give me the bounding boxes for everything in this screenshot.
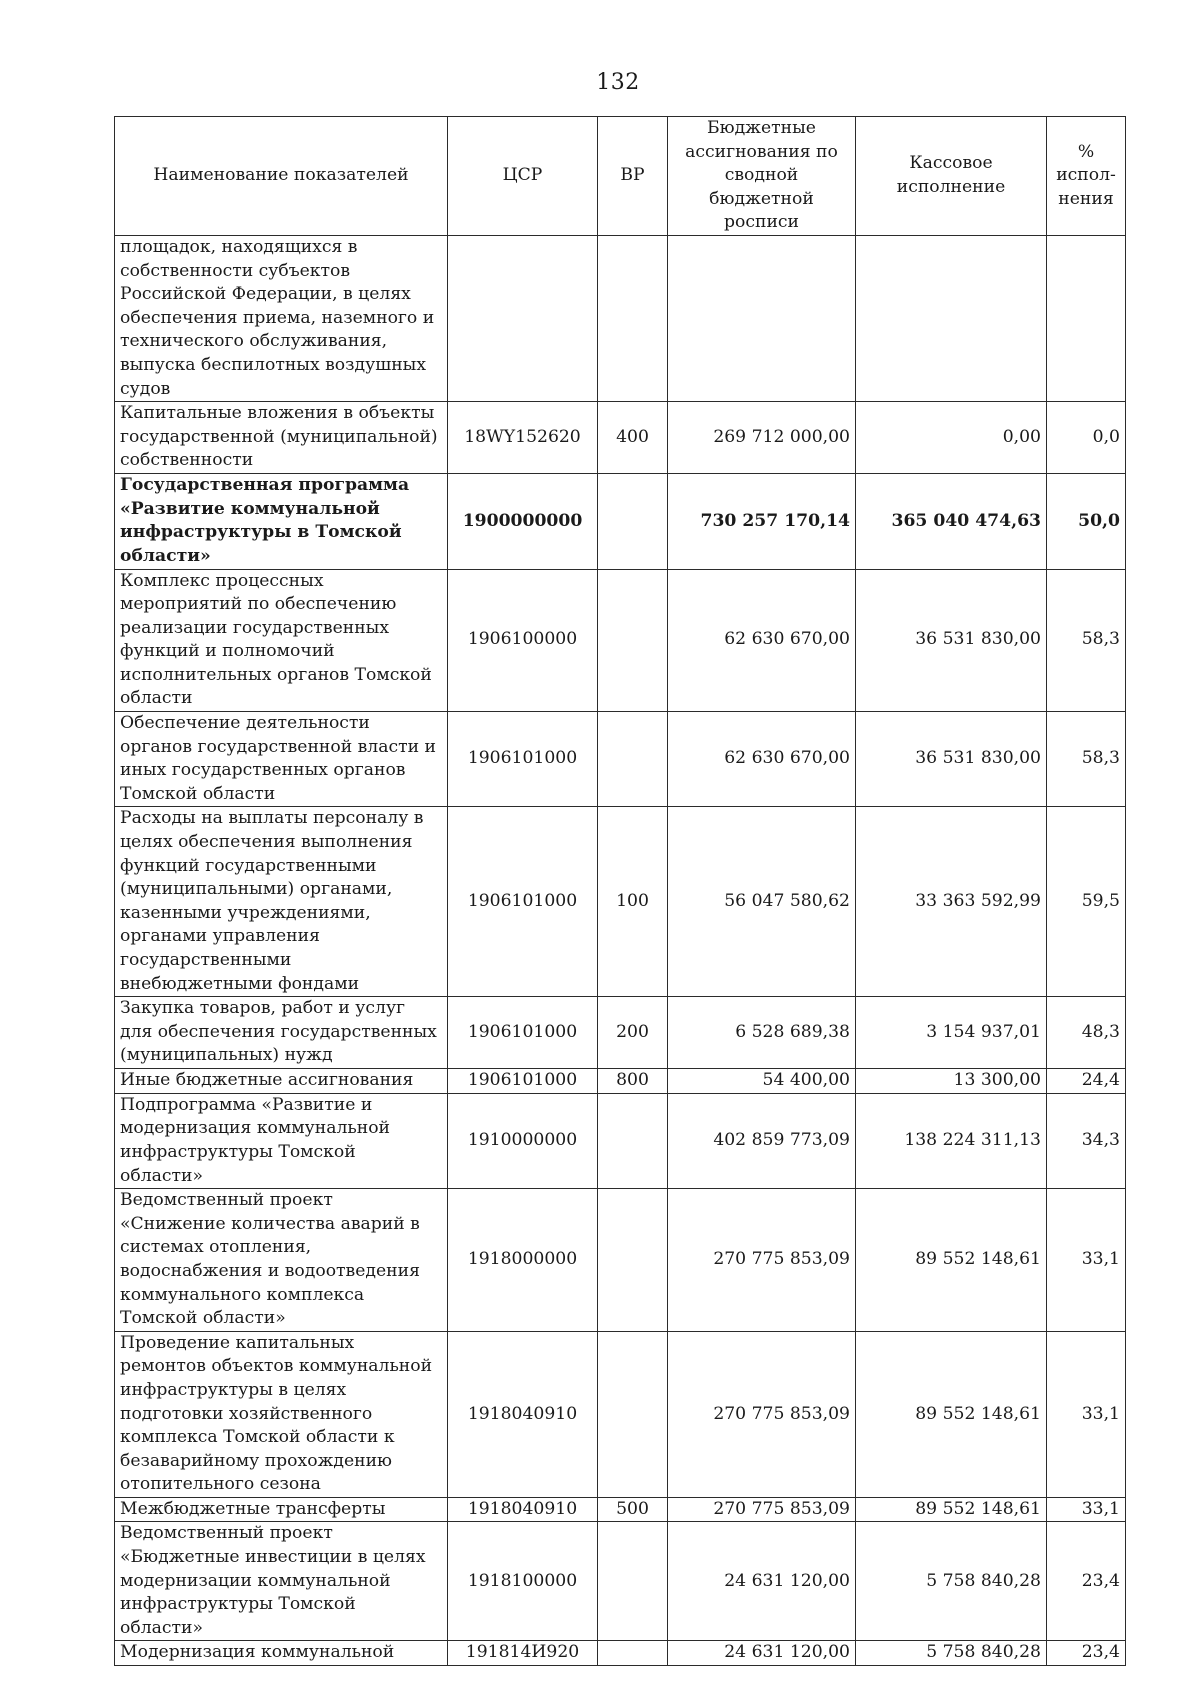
row-percent-cell: 23,4 — [1047, 1522, 1126, 1641]
row-percent-cell: 33,1 — [1047, 1189, 1126, 1332]
row-percent-cell: 24,4 — [1047, 1069, 1126, 1094]
table-row — [115, 474, 1126, 569]
row-cash-cell: 3 154 937,01 — [856, 997, 1047, 1069]
row-vr-cell: 500 — [598, 1497, 668, 1522]
row-percent-cell: 58,3 — [1047, 712, 1126, 807]
header-vr: ВР — [598, 117, 668, 236]
row-vr-cell — [598, 1522, 668, 1641]
table-row — [115, 1497, 1126, 1522]
row-csr-cell: 18WY152620 — [448, 402, 598, 474]
row-budget-cell — [668, 235, 856, 401]
row-percent-cell: 33,1 — [1047, 1331, 1126, 1497]
row-cash-cell: 0,00 — [856, 402, 1047, 474]
row-name-cell: Модернизация коммунальной — [115, 1641, 448, 1666]
row-csr-cell: 1906101000 — [448, 1069, 598, 1094]
row-csr-cell: 1910000000 — [448, 1093, 598, 1188]
row-csr-cell: 1906100000 — [448, 569, 598, 712]
table-row — [115, 712, 1126, 807]
row-percent-cell: 33,1 — [1047, 1497, 1126, 1522]
row-csr-cell: 1918040910 — [448, 1497, 598, 1522]
header-budget: Бюджетные ассигнования по сводной бюджетной росписи — [668, 117, 856, 236]
row-percent-cell: 58,3 — [1047, 569, 1126, 712]
budget-table — [114, 116, 1126, 1666]
table-row — [115, 997, 1126, 1069]
row-name-cell: Подпрограмма «Развитие и модернизация коммунальной инфраструктуры Томской области» — [115, 1093, 448, 1188]
row-name-cell: Обеспечение деятельности органов государственной власти и иных государственных органов Томской области — [115, 712, 448, 807]
row-percent-cell: 48,3 — [1047, 997, 1126, 1069]
row-name-cell: Капитальные вложения в объекты государственной (муниципальной) собственности — [115, 402, 448, 474]
row-vr-cell: 800 — [598, 1069, 668, 1094]
row-cash-cell — [856, 235, 1047, 401]
row-budget-cell: 62 630 670,00 — [668, 712, 856, 807]
row-vr-cell — [598, 235, 668, 401]
table-body — [115, 235, 1126, 1665]
row-percent-cell: 23,4 — [1047, 1641, 1126, 1666]
row-vr-cell — [598, 569, 668, 712]
row-cash-cell: 36 531 830,00 — [856, 569, 1047, 712]
row-vr-cell: 100 — [598, 807, 668, 997]
row-csr-cell: 1918100000 — [448, 1522, 598, 1641]
row-percent-cell: 34,3 — [1047, 1093, 1126, 1188]
row-name-cell: Межбюджетные трансферты — [115, 1497, 448, 1522]
row-vr-cell — [598, 1641, 668, 1666]
row-budget-cell: 270 775 853,09 — [668, 1331, 856, 1497]
row-cash-cell: 5 758 840,28 — [856, 1522, 1047, 1641]
row-budget-cell: 56 047 580,62 — [668, 807, 856, 997]
row-cash-cell: 89 552 148,61 — [856, 1497, 1047, 1522]
row-vr-cell — [598, 712, 668, 807]
row-budget-cell: 270 775 853,09 — [668, 1497, 856, 1522]
row-csr-cell — [448, 235, 598, 401]
row-csr-cell: 1918040910 — [448, 1331, 598, 1497]
row-budget-cell: 730 257 170,14 — [668, 474, 856, 569]
row-budget-cell: 270 775 853,09 — [668, 1189, 856, 1332]
row-name-cell: Ведомственный проект «Снижение количества аварий в системах отопления, водоснабжения и водоотведения коммунального комплекса Томской области» — [115, 1189, 448, 1332]
table-row — [115, 1331, 1126, 1497]
row-csr-cell: 191814И920 — [448, 1641, 598, 1666]
row-cash-cell: 33 363 592,99 — [856, 807, 1047, 997]
table-row — [115, 402, 1126, 474]
header-name: Наименование показателей — [115, 117, 448, 236]
table-row — [115, 1189, 1126, 1332]
row-vr-cell: 200 — [598, 997, 668, 1069]
row-name-cell: Ведомственный проект «Бюджетные инвестиции в целях модернизации коммунальной инфраструктуры Томской области» — [115, 1522, 448, 1641]
row-budget-cell: 62 630 670,00 — [668, 569, 856, 712]
row-csr-cell: 1906101000 — [448, 712, 598, 807]
row-cash-cell: 89 552 148,61 — [856, 1189, 1047, 1332]
table-row — [115, 807, 1126, 997]
row-csr-cell: 1900000000 — [448, 474, 598, 569]
row-name-cell: Закупка товаров, работ и услуг для обеспечения государственных (муниципальных) нужд — [115, 997, 448, 1069]
row-budget-cell: 54 400,00 — [668, 1069, 856, 1094]
header-csr: ЦСР — [448, 117, 598, 236]
header-percent: % испол-нения — [1047, 117, 1126, 236]
row-cash-cell: 365 040 474,63 — [856, 474, 1047, 569]
row-percent-cell: 50,0 — [1047, 474, 1126, 569]
row-name-cell: площадок, находящихся в собственности субъектов Российской Федерации, в целях обеспечения приема, наземного и технического обслуживания, выпуска беспилотных воздушных судов — [115, 235, 448, 401]
row-cash-cell: 5 758 840,28 — [856, 1641, 1047, 1666]
row-budget-cell: 6 528 689,38 — [668, 997, 856, 1069]
row-name-cell: Государственная программа «Развитие коммунальной инфраструктуры в Томской области» — [115, 474, 448, 569]
table-row — [115, 1641, 1126, 1666]
header-cash: Кассовое исполнение — [856, 117, 1047, 236]
row-cash-cell: 13 300,00 — [856, 1069, 1047, 1094]
row-percent-cell: 0,0 — [1047, 402, 1126, 474]
row-name-cell: Расходы на выплаты персоналу в целях обеспечения выполнения функций государственными (муниципальными) органами, казенными учреждениями, органами управления государственными внебюджетными фондами — [115, 807, 448, 997]
row-cash-cell: 138 224 311,13 — [856, 1093, 1047, 1188]
table-row — [115, 1069, 1126, 1094]
row-csr-cell: 1906101000 — [448, 997, 598, 1069]
row-percent-cell — [1047, 235, 1126, 401]
row-vr-cell — [598, 1189, 668, 1332]
row-budget-cell: 269 712 000,00 — [668, 402, 856, 474]
row-cash-cell: 89 552 148,61 — [856, 1331, 1047, 1497]
row-name-cell: Комплекс процессных мероприятий по обеспечению реализации государственных функций и полномочий исполнительных органов Томской области — [115, 569, 448, 712]
table-row — [115, 1522, 1126, 1641]
row-budget-cell: 24 631 120,00 — [668, 1522, 856, 1641]
page-number: 132 — [596, 70, 640, 95]
row-budget-cell: 24 631 120,00 — [668, 1641, 856, 1666]
row-vr-cell — [598, 1331, 668, 1497]
row-budget-cell: 402 859 773,09 — [668, 1093, 856, 1188]
table-header-row — [115, 117, 1126, 236]
row-vr-cell — [598, 1093, 668, 1188]
row-percent-cell: 59,5 — [1047, 807, 1126, 997]
row-csr-cell: 1918000000 — [448, 1189, 598, 1332]
table-row — [115, 235, 1126, 401]
row-cash-cell: 36 531 830,00 — [856, 712, 1047, 807]
row-name-cell: Иные бюджетные ассигнования — [115, 1069, 448, 1094]
row-vr-cell: 400 — [598, 402, 668, 474]
table-row — [115, 1093, 1126, 1188]
row-name-cell: Проведение капитальных ремонтов объектов коммунальной инфраструктуры в целях подготовки хозяйственного комплекса Томской области к безаварийному прохождению отопительного сезона — [115, 1331, 448, 1497]
row-csr-cell: 1906101000 — [448, 807, 598, 997]
table-row — [115, 569, 1126, 712]
row-vr-cell — [598, 474, 668, 569]
